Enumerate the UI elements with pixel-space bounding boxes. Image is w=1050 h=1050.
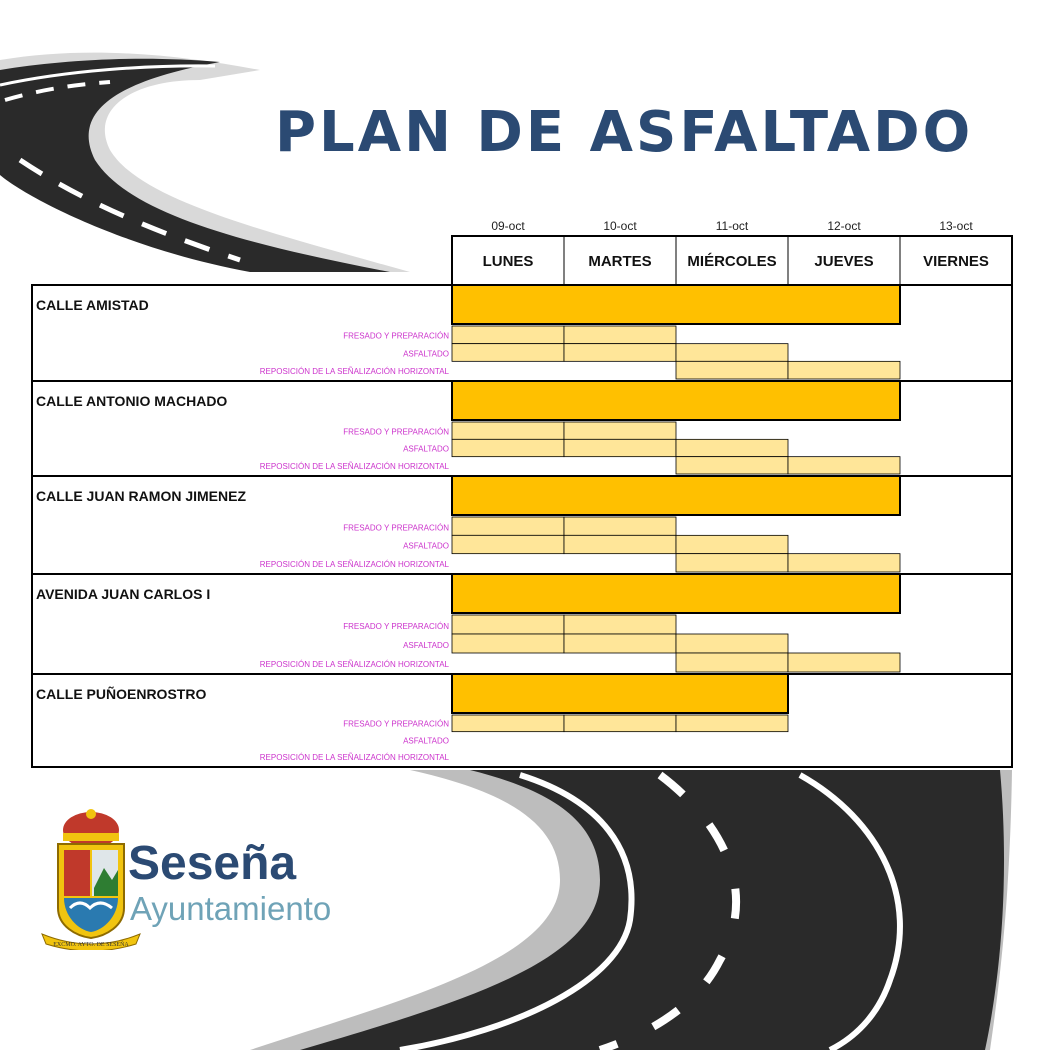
- task-cell: [676, 535, 788, 553]
- logo-subtitle: Ayuntamiento: [130, 890, 332, 927]
- task-label: FRESADO Y PREPARACIÓN: [343, 622, 449, 631]
- task-cell: [676, 715, 788, 732]
- street-name: CALLE JUAN RAMON JIMENEZ: [36, 488, 247, 504]
- task-cell: [564, 344, 676, 362]
- task-cell: [564, 439, 676, 456]
- task-cell: [788, 653, 900, 672]
- task-label: ASFALTADO: [403, 444, 449, 454]
- task-cell: [676, 439, 788, 456]
- task-label: ASFALTADO: [403, 641, 449, 650]
- task-cell: [676, 554, 788, 572]
- task-cell: [452, 344, 564, 362]
- task-cell: [564, 326, 676, 344]
- task-cell: [564, 422, 676, 439]
- task-label: FRESADO Y PREPARACIÓN: [343, 523, 449, 533]
- task-cell: [452, 715, 564, 732]
- date-label: 13-oct: [939, 219, 973, 233]
- logo-banner-text: EXCMO. AYTO. DE SESEÑA: [53, 942, 129, 948]
- street-bar: [452, 476, 900, 515]
- task-cell: [676, 361, 788, 379]
- day-label: VIERNES: [923, 253, 989, 270]
- task-cell: [676, 653, 788, 672]
- task-cell: [452, 439, 564, 456]
- task-label: ASFALTADO: [403, 736, 449, 746]
- day-label: JUEVES: [814, 253, 874, 270]
- task-label: REPOSICIÓN DE LA SEÑALIZACIÓN HORIZONTAL: [259, 560, 449, 569]
- task-label: REPOSICIÓN DE LA SEÑALIZACIÓN HORIZONTAL: [259, 462, 449, 471]
- day-label: LUNES: [482, 253, 534, 270]
- task-cell: [564, 634, 676, 653]
- task-cell: [676, 457, 788, 474]
- street-bar: [452, 381, 900, 420]
- logo-name: Seseña: [128, 837, 297, 890]
- date-label: 12-oct: [827, 219, 861, 233]
- day-label: MARTES: [588, 253, 652, 270]
- task-label: REPOSICIÓN DE LA SEÑALIZACIÓN HORIZONTAL: [259, 367, 449, 376]
- task-label: ASFALTADO: [403, 349, 449, 359]
- task-cell: [452, 615, 564, 634]
- page-title: PLAN DE ASFALTADO: [275, 100, 974, 165]
- street-name: CALLE PUÑOENROSTRO: [36, 686, 207, 702]
- task-cell: [564, 615, 676, 634]
- date-label: 11-oct: [715, 219, 749, 233]
- task-cell: [452, 535, 564, 553]
- task-cell: [564, 715, 676, 732]
- task-label: REPOSICIÓN DE LA SEÑALIZACIÓN HORIZONTAL: [259, 660, 449, 669]
- task-label: FRESADO Y PREPARACIÓN: [343, 331, 449, 341]
- task-label: FRESADO Y PREPARACIÓN: [343, 719, 449, 729]
- street-bar: [452, 285, 900, 324]
- task-cell: [676, 344, 788, 362]
- task-cell: [676, 634, 788, 653]
- task-label: FRESADO Y PREPARACIÓN: [343, 427, 449, 437]
- date-label: 09-oct: [491, 219, 525, 233]
- task-cell: [452, 422, 564, 439]
- task-cell: [452, 634, 564, 653]
- task-cell: [564, 517, 676, 535]
- task-cell: [788, 554, 900, 572]
- street-name: CALLE AMISTAD: [36, 297, 149, 313]
- task-cell: [564, 535, 676, 553]
- task-label: ASFALTADO: [403, 541, 449, 551]
- date-label: 10-oct: [603, 219, 637, 233]
- street-bar: [452, 574, 900, 613]
- day-label: MIÉRCOLES: [687, 253, 777, 270]
- task-cell: [452, 326, 564, 344]
- street-bar: [452, 674, 788, 713]
- street-name: AVENIDA JUAN CARLOS I: [36, 586, 211, 602]
- task-cell: [788, 361, 900, 379]
- task-cell: [788, 457, 900, 474]
- street-name: CALLE ANTONIO MACHADO: [36, 393, 228, 409]
- task-label: REPOSICIÓN DE LA SEÑALIZACIÓN HORIZONTAL: [259, 753, 449, 762]
- task-cell: [452, 517, 564, 535]
